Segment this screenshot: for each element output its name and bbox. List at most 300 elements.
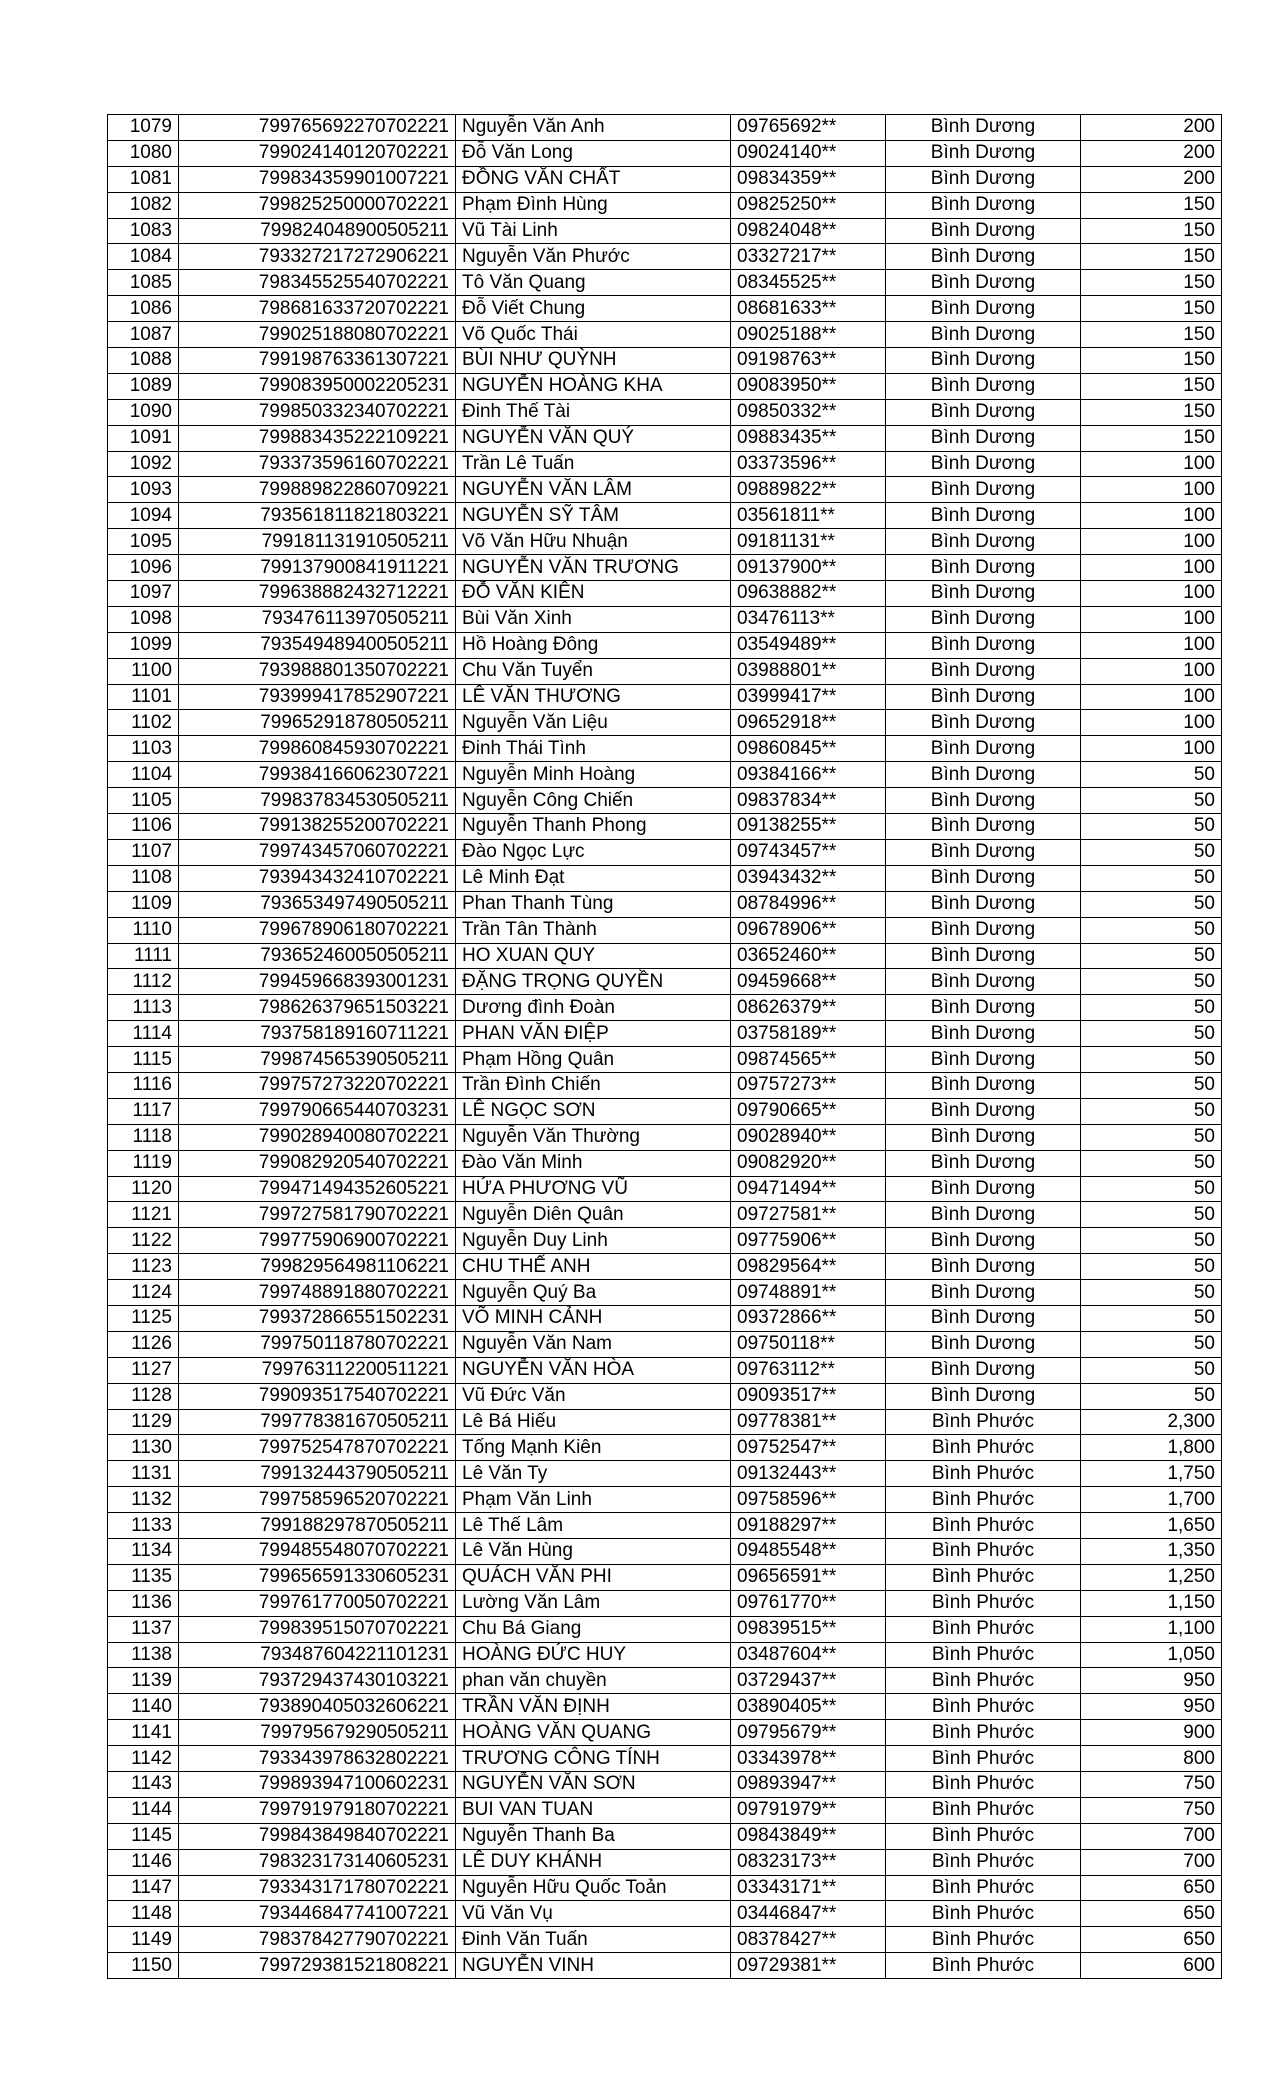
customer-name-cell: Đào Văn Minh <box>456 1150 731 1176</box>
amount-cell: 800 <box>1081 1746 1222 1772</box>
row-number-cell: 1145 <box>108 1823 179 1849</box>
row-number-cell: 1090 <box>108 399 179 425</box>
province-cell: Bình Phước <box>886 1849 1081 1875</box>
province-cell: Bình Dương <box>886 581 1081 607</box>
table-row <box>108 1797 1222 1823</box>
account-code-cell: 799656591330605231 <box>179 1564 456 1590</box>
amount-cell: 50 <box>1081 814 1222 840</box>
table-row <box>108 477 1222 503</box>
amount-cell: 1,050 <box>1081 1642 1222 1668</box>
province-cell: Bình Dương <box>886 943 1081 969</box>
table-row <box>108 244 1222 270</box>
customer-name-cell: HO XUAN QUY <box>456 943 731 969</box>
table-row <box>108 1280 1222 1306</box>
phone-number-cell: 09656591** <box>731 1564 886 1590</box>
phone-number-cell: 09485548** <box>731 1538 886 1564</box>
amount-cell: 950 <box>1081 1668 1222 1694</box>
customer-name-cell: PHAN VĂN ĐIỆP <box>456 1021 731 1047</box>
phone-number-cell: 09763112** <box>731 1357 886 1383</box>
table-row <box>108 1772 1222 1798</box>
row-number-cell: 1148 <box>108 1901 179 1927</box>
province-cell: Bình Dương <box>886 1331 1081 1357</box>
customer-name-cell: Lê Văn Ty <box>456 1461 731 1487</box>
table-row <box>108 1875 1222 1901</box>
account-code-cell: 799743457060702221 <box>179 839 456 865</box>
amount-cell: 50 <box>1081 891 1222 917</box>
province-cell: Bình Dương <box>886 477 1081 503</box>
account-code-cell: 793890405032606221 <box>179 1694 456 1720</box>
row-number-cell: 1113 <box>108 995 179 1021</box>
province-cell: Bình Phước <box>886 1694 1081 1720</box>
phone-number-cell: 09459668** <box>731 969 886 995</box>
account-code-cell: 799748891880702221 <box>179 1280 456 1306</box>
province-cell: Bình Phước <box>886 1642 1081 1668</box>
province-cell: Bình Dương <box>886 814 1081 840</box>
row-number-cell: 1080 <box>108 140 179 166</box>
customer-name-cell: Dương đình Đoàn <box>456 995 731 1021</box>
account-code-cell: 793343978632802221 <box>179 1746 456 1772</box>
customer-name-cell: Nguyễn Minh Hoàng <box>456 762 731 788</box>
amount-cell: 100 <box>1081 632 1222 658</box>
account-code-cell: 799729381521808221 <box>179 1953 456 1979</box>
amount-cell: 100 <box>1081 684 1222 710</box>
row-number-cell: 1096 <box>108 555 179 581</box>
account-code-cell: 793653497490505211 <box>179 891 456 917</box>
customer-name-cell: Vũ Văn Vụ <box>456 1901 731 1927</box>
province-cell: Bình Dương <box>886 140 1081 166</box>
customer-name-cell: Lường Văn Lâm <box>456 1590 731 1616</box>
row-number-cell: 1112 <box>108 969 179 995</box>
customer-name-cell: Phan Thanh Tùng <box>456 891 731 917</box>
row-number-cell: 1149 <box>108 1927 179 1953</box>
row-number-cell: 1116 <box>108 1072 179 1098</box>
province-cell: Bình Phước <box>886 1668 1081 1694</box>
phone-number-cell: 09727581** <box>731 1202 886 1228</box>
row-number-cell: 1142 <box>108 1746 179 1772</box>
province-cell: Bình Phước <box>886 1616 1081 1642</box>
phone-number-cell: 03327217** <box>731 244 886 270</box>
customer-name-cell: Nguyễn Công Chiến <box>456 788 731 814</box>
amount-cell: 100 <box>1081 529 1222 555</box>
phone-number-cell: 03652460** <box>731 943 886 969</box>
account-code-cell: 799188297870505211 <box>179 1513 456 1539</box>
row-number-cell: 1132 <box>108 1487 179 1513</box>
province-cell: Bình Dương <box>886 451 1081 477</box>
customer-name-cell: Tống Mạnh Kiên <box>456 1435 731 1461</box>
customer-name-cell: Nguyễn Văn Thường <box>456 1124 731 1150</box>
amount-cell: 150 <box>1081 399 1222 425</box>
phone-number-cell: 03890405** <box>731 1694 886 1720</box>
phone-number-cell: 09024140** <box>731 140 886 166</box>
row-number-cell: 1131 <box>108 1461 179 1487</box>
account-code-cell: 799761770050702221 <box>179 1590 456 1616</box>
phone-number-cell: 09181131** <box>731 529 886 555</box>
row-number-cell: 1081 <box>108 166 179 192</box>
row-number-cell: 1083 <box>108 218 179 244</box>
phone-number-cell: 03729437** <box>731 1668 886 1694</box>
customer-name-cell: LÊ NGỌC SƠN <box>456 1098 731 1124</box>
amount-cell: 50 <box>1081 995 1222 1021</box>
row-number-cell: 1135 <box>108 1564 179 1590</box>
account-code-cell: 799028940080702221 <box>179 1124 456 1150</box>
amount-cell: 50 <box>1081 1280 1222 1306</box>
row-number-cell: 1109 <box>108 891 179 917</box>
row-number-cell: 1092 <box>108 451 179 477</box>
amount-cell: 200 <box>1081 115 1222 141</box>
phone-number-cell: 09765692** <box>731 115 886 141</box>
province-cell: Bình Dương <box>886 684 1081 710</box>
row-number-cell: 1123 <box>108 1254 179 1280</box>
phone-number-cell: 09028940** <box>731 1124 886 1150</box>
customer-name-cell: BUI VAN TUAN <box>456 1797 731 1823</box>
row-number-cell: 1084 <box>108 244 179 270</box>
amount-cell: 750 <box>1081 1797 1222 1823</box>
row-number-cell: 1139 <box>108 1668 179 1694</box>
amount-cell: 50 <box>1081 1357 1222 1383</box>
account-code-cell: 793343171780702221 <box>179 1875 456 1901</box>
customer-name-cell: QUÁCH VĂN PHI <box>456 1564 731 1590</box>
account-code-cell: 793476113970505211 <box>179 606 456 632</box>
province-cell: Bình Dương <box>886 218 1081 244</box>
customer-name-cell: Nguyễn Thanh Ba <box>456 1823 731 1849</box>
row-number-cell: 1124 <box>108 1280 179 1306</box>
customer-name-cell: NGUYỄN VĂN HÒA <box>456 1357 731 1383</box>
account-code-cell: 798378427790702221 <box>179 1927 456 1953</box>
phone-number-cell: 09752547** <box>731 1435 886 1461</box>
phone-number-cell: 09850332** <box>731 399 886 425</box>
province-cell: Bình Phước <box>886 1435 1081 1461</box>
row-number-cell: 1107 <box>108 839 179 865</box>
amount-cell: 650 <box>1081 1927 1222 1953</box>
account-code-cell: 799198763361307221 <box>179 348 456 374</box>
phone-number-cell: 09384166** <box>731 762 886 788</box>
account-code-cell: 799850332340702221 <box>179 399 456 425</box>
phone-number-cell: 09874565** <box>731 1047 886 1073</box>
phone-number-cell: 09790665** <box>731 1098 886 1124</box>
table-row <box>108 814 1222 840</box>
account-code-cell: 799893947100602231 <box>179 1772 456 1798</box>
table-row <box>108 270 1222 296</box>
phone-number-cell: 09758596** <box>731 1487 886 1513</box>
province-cell: Bình Dương <box>886 555 1081 581</box>
table-row <box>108 296 1222 322</box>
row-number-cell: 1118 <box>108 1124 179 1150</box>
row-number-cell: 1097 <box>108 581 179 607</box>
account-code-cell: 799775906900702221 <box>179 1228 456 1254</box>
province-cell: Bình Phước <box>886 1953 1081 1979</box>
account-code-cell: 793758189160711221 <box>179 1021 456 1047</box>
phone-number-cell: 03373596** <box>731 451 886 477</box>
table-row <box>108 658 1222 684</box>
amount-cell: 50 <box>1081 1072 1222 1098</box>
phone-number-cell: 03549489** <box>731 632 886 658</box>
table-row <box>108 1176 1222 1202</box>
account-code-cell: 799137900841911221 <box>179 555 456 581</box>
table-row <box>108 1564 1222 1590</box>
row-number-cell: 1095 <box>108 529 179 555</box>
province-cell: Bình Dương <box>886 1357 1081 1383</box>
table-row <box>108 1823 1222 1849</box>
phone-number-cell: 09778381** <box>731 1409 886 1435</box>
row-number-cell: 1100 <box>108 658 179 684</box>
data-table <box>107 114 1222 1979</box>
phone-number-cell: 09743457** <box>731 839 886 865</box>
table-row <box>108 684 1222 710</box>
table-row <box>108 115 1222 141</box>
row-number-cell: 1137 <box>108 1616 179 1642</box>
row-number-cell: 1115 <box>108 1047 179 1073</box>
amount-cell: 100 <box>1081 736 1222 762</box>
customer-name-cell: Chu Bá Giang <box>456 1616 731 1642</box>
amount-cell: 150 <box>1081 192 1222 218</box>
province-cell: Bình Dương <box>886 658 1081 684</box>
account-code-cell: 793549489400505211 <box>179 632 456 658</box>
table-row <box>108 399 1222 425</box>
amount-cell: 150 <box>1081 296 1222 322</box>
account-code-cell: 798323173140605231 <box>179 1849 456 1875</box>
row-number-cell: 1125 <box>108 1305 179 1331</box>
row-number-cell: 1101 <box>108 684 179 710</box>
customer-name-cell: NGUYỄN HOÀNG KHA <box>456 373 731 399</box>
customer-name-cell: phan văn chuyền <box>456 1668 731 1694</box>
province-cell: Bình Phước <box>886 1564 1081 1590</box>
phone-number-cell: 08345525** <box>731 270 886 296</box>
row-number-cell: 1129 <box>108 1409 179 1435</box>
customer-name-cell: ĐỒNG VĂN CHẤT <box>456 166 731 192</box>
customer-name-cell: LÊ DUY KHÁNH <box>456 1849 731 1875</box>
amount-cell: 50 <box>1081 1176 1222 1202</box>
customer-name-cell: HOÀNG VĂN QUANG <box>456 1720 731 1746</box>
phone-number-cell: 08681633** <box>731 296 886 322</box>
table-row <box>108 425 1222 451</box>
table-row <box>108 1849 1222 1875</box>
amount-cell: 750 <box>1081 1772 1222 1798</box>
province-cell: Bình Dương <box>886 1150 1081 1176</box>
table-row <box>108 1953 1222 1979</box>
row-number-cell: 1134 <box>108 1538 179 1564</box>
phone-number-cell: 03988801** <box>731 658 886 684</box>
amount-cell: 50 <box>1081 1098 1222 1124</box>
amount-cell: 50 <box>1081 1254 1222 1280</box>
amount-cell: 150 <box>1081 244 1222 270</box>
amount-cell: 1,100 <box>1081 1616 1222 1642</box>
province-cell: Bình Dương <box>886 762 1081 788</box>
phone-number-cell: 09638882** <box>731 581 886 607</box>
province-cell: Bình Phước <box>886 1797 1081 1823</box>
province-cell: Bình Dương <box>886 503 1081 529</box>
amount-cell: 700 <box>1081 1849 1222 1875</box>
amount-cell: 100 <box>1081 710 1222 736</box>
customer-name-cell: Bùi Văn Xinh <box>456 606 731 632</box>
row-number-cell: 1143 <box>108 1772 179 1798</box>
row-number-cell: 1082 <box>108 192 179 218</box>
table-row <box>108 1435 1222 1461</box>
amount-cell: 50 <box>1081 1331 1222 1357</box>
phone-number-cell: 09750118** <box>731 1331 886 1357</box>
table-row <box>108 865 1222 891</box>
province-cell: Bình Dương <box>886 1383 1081 1409</box>
phone-number-cell: 09883435** <box>731 425 886 451</box>
province-cell: Bình Dương <box>886 865 1081 891</box>
row-number-cell: 1126 <box>108 1331 179 1357</box>
table-row <box>108 1072 1222 1098</box>
account-code-cell: 793446847741007221 <box>179 1901 456 1927</box>
phone-number-cell: 09137900** <box>731 555 886 581</box>
table-row <box>108 839 1222 865</box>
province-cell: Bình Dương <box>886 192 1081 218</box>
account-code-cell: 799795679290505211 <box>179 1720 456 1746</box>
row-number-cell: 1098 <box>108 606 179 632</box>
account-code-cell: 799790665440703231 <box>179 1098 456 1124</box>
table-row <box>108 1047 1222 1073</box>
row-number-cell: 1122 <box>108 1228 179 1254</box>
province-cell: Bình Phước <box>886 1823 1081 1849</box>
province-cell: Bình Phước <box>886 1487 1081 1513</box>
account-code-cell: 799384166062307221 <box>179 762 456 788</box>
customer-name-cell: NGUYỄN VĂN QUÝ <box>456 425 731 451</box>
amount-cell: 150 <box>1081 322 1222 348</box>
amount-cell: 150 <box>1081 348 1222 374</box>
province-cell: Bình Dương <box>886 710 1081 736</box>
customer-name-cell: Nguyễn Quý Ba <box>456 1280 731 1306</box>
row-number-cell: 1093 <box>108 477 179 503</box>
province-cell: Bình Phước <box>886 1538 1081 1564</box>
customer-name-cell: Chu Văn Tuyển <box>456 658 731 684</box>
table-row <box>108 529 1222 555</box>
row-number-cell: 1091 <box>108 425 179 451</box>
table-row <box>108 969 1222 995</box>
row-number-cell: 1127 <box>108 1357 179 1383</box>
table-row <box>108 322 1222 348</box>
customer-name-cell: NGUYỄN SỸ TÂM <box>456 503 731 529</box>
province-cell: Bình Phước <box>886 1590 1081 1616</box>
table-row <box>108 1616 1222 1642</box>
province-cell: Bình Dương <box>886 1228 1081 1254</box>
row-number-cell: 1121 <box>108 1202 179 1228</box>
amount-cell: 100 <box>1081 477 1222 503</box>
province-cell: Bình Dương <box>886 788 1081 814</box>
phone-number-cell: 08784996** <box>731 891 886 917</box>
account-code-cell: 793327217272906221 <box>179 244 456 270</box>
account-code-cell: 798626379651503221 <box>179 995 456 1021</box>
customer-name-cell: HỨA PHƯƠNG VŨ <box>456 1176 731 1202</box>
table-row <box>108 1513 1222 1539</box>
table-row <box>108 1357 1222 1383</box>
customer-name-cell: Trần Đình Chiến <box>456 1072 731 1098</box>
account-code-cell: 799839515070702221 <box>179 1616 456 1642</box>
account-code-cell: 799727581790702221 <box>179 1202 456 1228</box>
row-number-cell: 1146 <box>108 1849 179 1875</box>
amount-cell: 1,700 <box>1081 1487 1222 1513</box>
account-code-cell: 799763112200511221 <box>179 1357 456 1383</box>
row-number-cell: 1114 <box>108 1021 179 1047</box>
row-number-cell: 1086 <box>108 296 179 322</box>
customer-name-cell: VÕ MINH CẢNH <box>456 1305 731 1331</box>
phone-number-cell: 03758189** <box>731 1021 886 1047</box>
province-cell: Bình Dương <box>886 1047 1081 1073</box>
customer-name-cell: TRƯƠNG CÔNG TÍNH <box>456 1746 731 1772</box>
customer-name-cell: Đinh Thế Tài <box>456 399 731 425</box>
amount-cell: 200 <box>1081 140 1222 166</box>
row-number-cell: 1138 <box>108 1642 179 1668</box>
row-number-cell: 1089 <box>108 373 179 399</box>
account-code-cell: 799765692270702221 <box>179 115 456 141</box>
table-row <box>108 1461 1222 1487</box>
province-cell: Bình Dương <box>886 1124 1081 1150</box>
phone-number-cell: 09757273** <box>731 1072 886 1098</box>
account-code-cell: 799459668393001231 <box>179 969 456 995</box>
table-row <box>108 581 1222 607</box>
table-row <box>108 943 1222 969</box>
row-number-cell: 1117 <box>108 1098 179 1124</box>
table-row <box>108 788 1222 814</box>
phone-number-cell: 08378427** <box>731 1927 886 1953</box>
table-row <box>108 1901 1222 1927</box>
province-cell: Bình Dương <box>886 1021 1081 1047</box>
province-cell: Bình Phước <box>886 1513 1081 1539</box>
table-row <box>108 1150 1222 1176</box>
amount-cell: 100 <box>1081 451 1222 477</box>
phone-number-cell: 03999417** <box>731 684 886 710</box>
province-cell: Bình Dương <box>886 425 1081 451</box>
table-row <box>108 1021 1222 1047</box>
amount-cell: 1,800 <box>1081 1435 1222 1461</box>
amount-cell: 100 <box>1081 658 1222 684</box>
phone-number-cell: 09839515** <box>731 1616 886 1642</box>
amount-cell: 50 <box>1081 762 1222 788</box>
table-row <box>108 218 1222 244</box>
row-number-cell: 1087 <box>108 322 179 348</box>
phone-number-cell: 08323173** <box>731 1849 886 1875</box>
row-number-cell: 1144 <box>108 1797 179 1823</box>
phone-number-cell: 09025188** <box>731 322 886 348</box>
amount-cell: 50 <box>1081 788 1222 814</box>
table-row <box>108 348 1222 374</box>
customer-name-cell: Đinh Thái Tình <box>456 736 731 762</box>
table-row <box>108 1228 1222 1254</box>
account-code-cell: 799860845930702221 <box>179 736 456 762</box>
customer-name-cell: Lê Văn Hùng <box>456 1538 731 1564</box>
table-row <box>108 192 1222 218</box>
customer-name-cell: Lê Bá Hiếu <box>456 1409 731 1435</box>
row-number-cell: 1085 <box>108 270 179 296</box>
customer-name-cell: Vũ Đức Văn <box>456 1383 731 1409</box>
amount-cell: 50 <box>1081 839 1222 865</box>
amount-cell: 150 <box>1081 373 1222 399</box>
account-code-cell: 793943432410702221 <box>179 865 456 891</box>
province-cell: Bình Dương <box>886 296 1081 322</box>
province-cell: Bình Dương <box>886 1202 1081 1228</box>
customer-name-cell: Nguyễn Văn Nam <box>456 1331 731 1357</box>
amount-cell: 100 <box>1081 606 1222 632</box>
account-code-cell: 799138255200702221 <box>179 814 456 840</box>
amount-cell: 50 <box>1081 1047 1222 1073</box>
table-row <box>108 503 1222 529</box>
row-number-cell: 1133 <box>108 1513 179 1539</box>
phone-number-cell: 03343171** <box>731 1875 886 1901</box>
customer-name-cell: Đỗ Văn Long <box>456 140 731 166</box>
customer-name-cell: HOÀNG ĐỨC HUY <box>456 1642 731 1668</box>
row-number-cell: 1128 <box>108 1383 179 1409</box>
customer-name-cell: Nguyễn Thanh Phong <box>456 814 731 840</box>
table-row <box>108 1305 1222 1331</box>
account-code-cell: 799829564981106221 <box>179 1254 456 1280</box>
account-code-cell: 799083950002205231 <box>179 373 456 399</box>
customer-name-cell: Phạm Văn Linh <box>456 1487 731 1513</box>
row-number-cell: 1104 <box>108 762 179 788</box>
row-number-cell: 1111 <box>108 943 179 969</box>
amount-cell: 1,150 <box>1081 1590 1222 1616</box>
